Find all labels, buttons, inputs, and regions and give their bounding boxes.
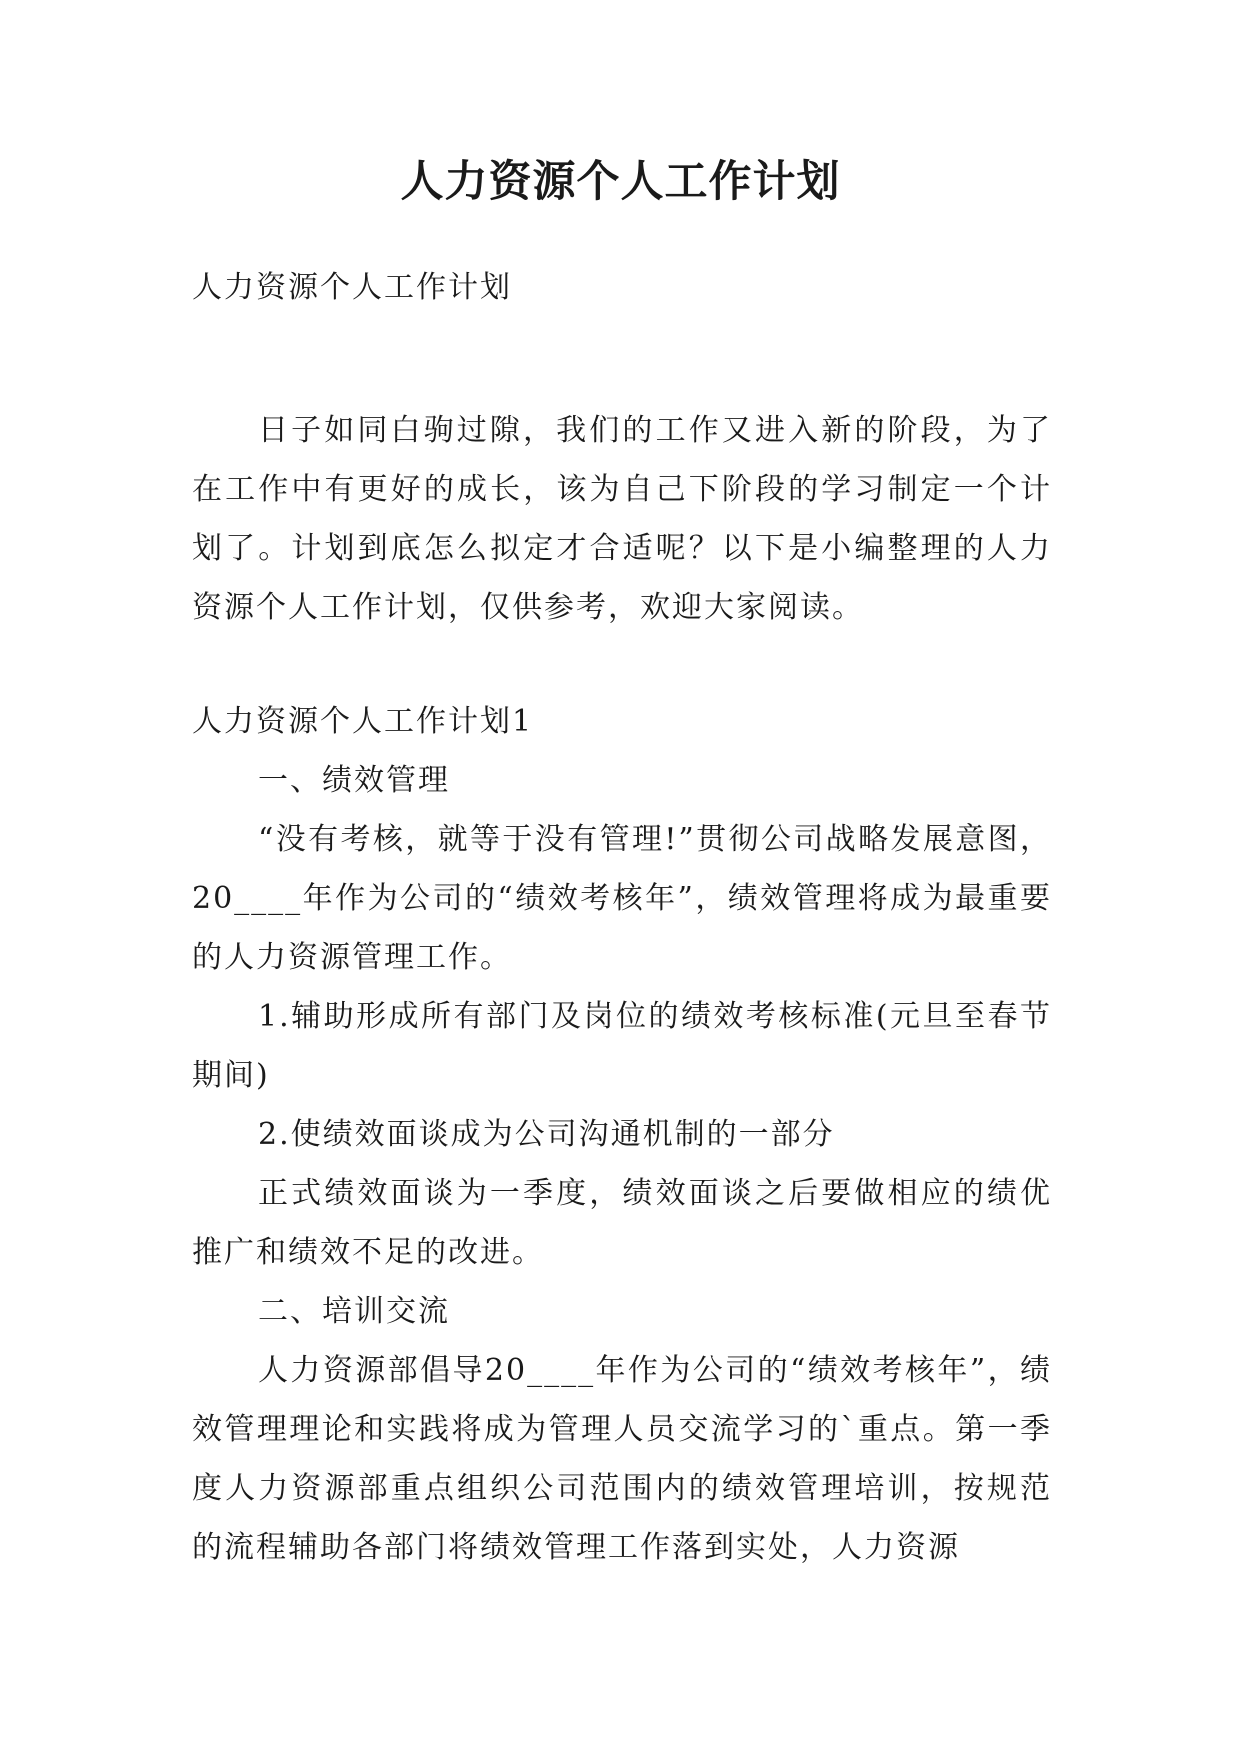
paragraph-training: 人力资源部倡导20____年作为公司的“绩效考核年”，绩效管理理论和实践将成为管理人员交流学习的`重点。第一季度人力资源部重点组织公司范围内的绩效管理培训，按规范的流程辅助各部门将绩效管理工作落到实处，人力资源 (192, 1353, 1052, 1565)
list-item-2: 2.使绩效面谈成为公司沟通机制的一部分 (258, 1117, 835, 1152)
subtitle-text: 人力资源个人工作计划 (192, 270, 512, 305)
intro-paragraph (192, 401, 1052, 637)
plan-section (192, 692, 1052, 1577)
section-title: 人力资源个人工作计划1 (192, 704, 534, 739)
paragraph-performance-interview: 正式绩效面谈为一季度，绩效面谈之后要做相应的绩优推广和绩效不足的改进。 (192, 1176, 1052, 1270)
document-title: 人力资源个人工作计划 (400, 157, 841, 207)
intro-text: 日子如同白驹过隙，我们的工作又进入新的阶段，为了在工作中有更好的成长，该为自己下阶段的学习制定一个计划了。计划到底怎么拟定才合适呢？以下是小编整理的人力资源个人工作计划，仅供参考，欢迎大家阅读。 (192, 413, 1052, 625)
paragraph-performance-intro: “没有考核，就等于没有管理!”贯彻公司战略发展意图，20____年作为公司的“绩效考核年”，绩效管理将成为最重要的人力资源管理工作。 (192, 822, 1052, 975)
heading-training-exchange: 二、培训交流 (258, 1294, 450, 1329)
document-subtitle (192, 258, 1052, 317)
heading-performance-management: 一、绩效管理 (258, 763, 450, 798)
list-item-1: 1.辅助形成所有部门及岗位的绩效考核标准(元旦至春节期间) (192, 999, 1052, 1093)
